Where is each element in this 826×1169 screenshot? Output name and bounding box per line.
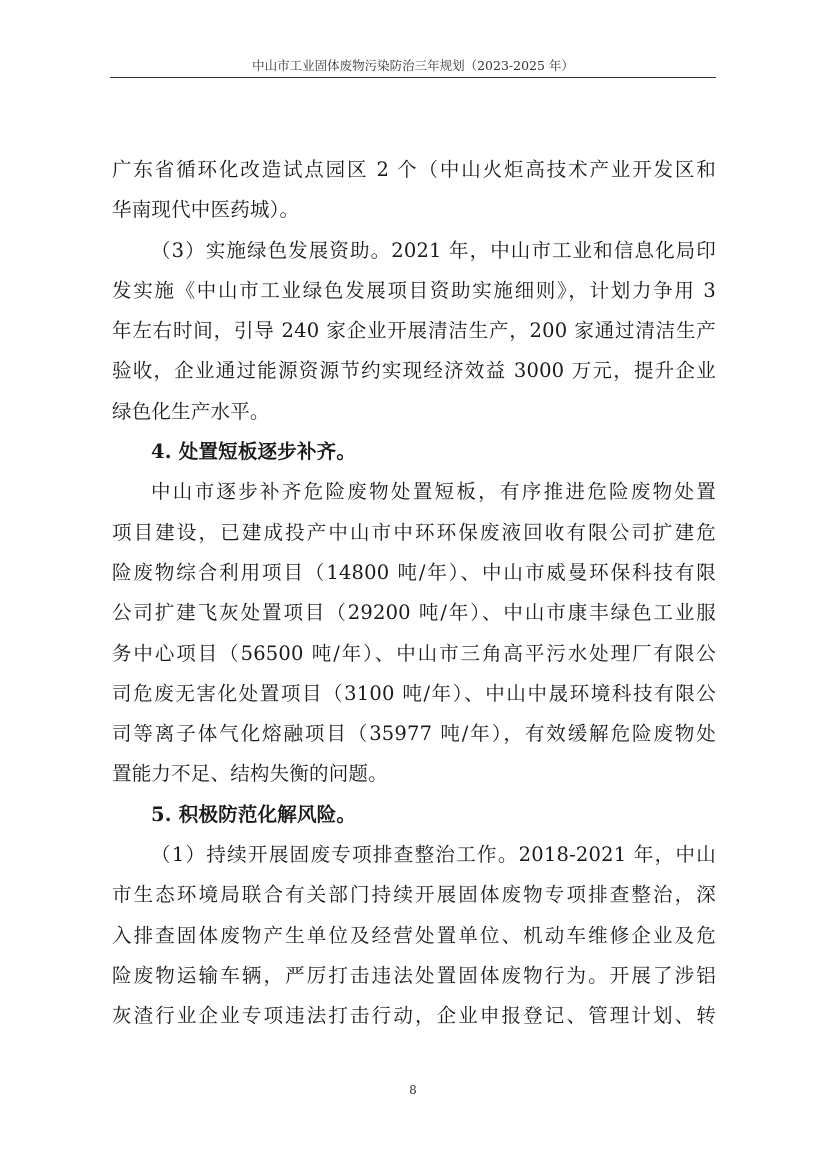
paragraph-line: 中山市逐步补齐危险废物处置短板，有序推进危险废物处置	[151, 480, 716, 504]
paragraph-line: 项目建设，已建成投产中山市中环环保废液回收有限公司扩建危	[112, 520, 716, 544]
paragraph-line: 入排查固体废物产生单位及经营处置单位、机动车维修企业及危	[112, 923, 716, 947]
paragraph-line: 公司扩建飞灰处置项目（29200 吨/年）、中山市康丰绿色工业服	[112, 601, 716, 625]
paragraph-line: （1）持续开展固废专项排查整治工作。2018-2021 年，中山	[151, 843, 716, 867]
section-heading: 5. 积极防范化解风险。	[151, 802, 357, 826]
paragraph-line: 绿色化生产水平。	[112, 399, 270, 423]
header-divider	[110, 77, 716, 78]
paragraph-line: 灰渣行业企业专项违法打击行动，企业申报登记、管理计划、转	[112, 1004, 716, 1028]
paragraph-line: 年左右时间，引导 240 家企业开展清洁生产，200 家通过清洁生产	[112, 319, 716, 343]
paragraph-line: （3）实施绿色发展资助。2021 年，中山市工业和信息化局印	[151, 238, 716, 262]
document-body	[112, 150, 716, 1037]
page-number: 8	[409, 1083, 417, 1097]
paragraph-line: 司等离子体气化熔融项目（35977 吨/年），有效缓解危险废物处	[112, 722, 716, 746]
paragraph-line: 华南现代中医药城）。	[112, 198, 300, 222]
paragraph-line: 广东省循环化改造试点园区 2 个（中山火炬高技术产业开发区和	[112, 158, 716, 181]
paragraph-line: 险废物综合利用项目（14800 吨/年）、中山市威曼环保科技有限	[112, 560, 716, 584]
paragraph-line: 务中心项目（56500 吨/年）、中山市三角高平污水处理厂有限公	[112, 641, 716, 665]
paragraph-line: 险废物运输车辆，严厉打击违法处置固体废物行为。开展了涉铝	[112, 963, 716, 987]
paragraph-line: 发实施《中山市工业绿色发展项目资助实施细则》，计划力争用 3	[112, 278, 716, 302]
paragraph-line: 市生态环境局联合有关部门持续开展固体废物专项排查整治，深	[112, 883, 716, 907]
paragraph-line: 司危废无害化处置项目（3100 吨/年）、中山中晟环境科技有限公	[112, 681, 716, 705]
section-heading: 4. 处置短板逐步补齐。	[151, 440, 357, 464]
paragraph-line: 验收，企业通过能源资源节约实现经济效益 3000 万元，提升企业	[112, 359, 716, 383]
running-header: 中山市工业固体废物污染防治三年规划（2023-2025 年）	[252, 58, 574, 73]
paragraph-line: 置能力不足、结构失衡的问题。	[112, 762, 388, 786]
